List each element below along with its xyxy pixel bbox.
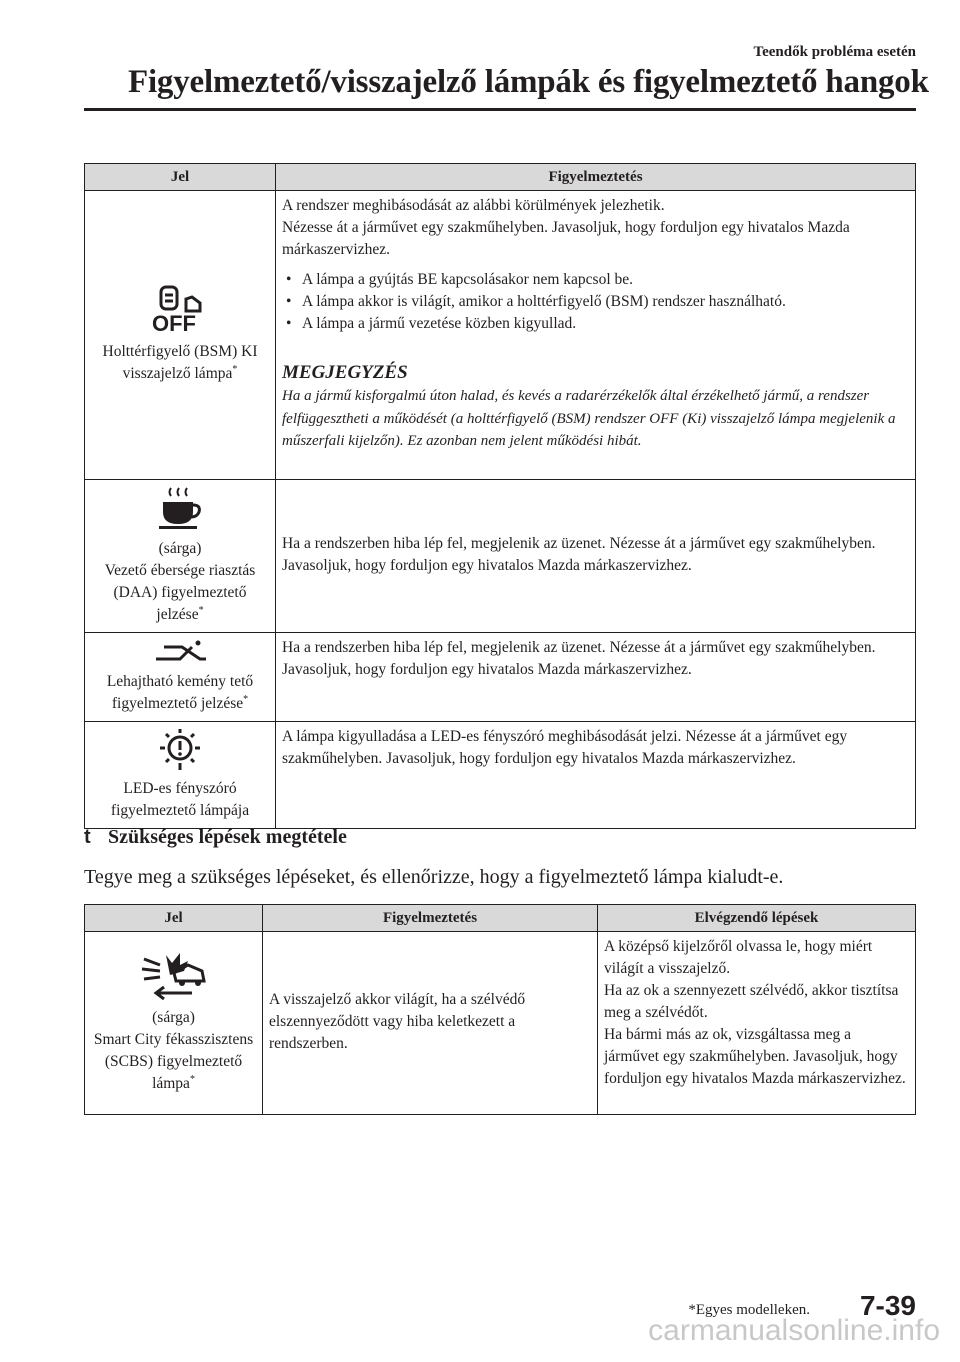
symbol-cell	[85, 480, 276, 633]
section-paragraph: Tegye meg a szükséges lépéseket, és ellenőrizze, hogy a figyelmeztető lámpa kialudt-e.	[84, 866, 784, 888]
steps-text: A középső kijelzőről olvassa le, hogy miért világít a visszajelző. Ha az ok a szennyezett szélvédő, akkor tisztítsa meg a szélvédőt. Ha bármi más az ok, vizsgáltassa meg a járművet egy szakműhelyben. Javasoljuk, hogy forduljon egy hivatalos Mazda márkaszervizhez.	[604, 938, 906, 1087]
col-header-symbol: Jel	[85, 905, 263, 932]
page-title: Figyelmeztető/visszajelző lámpák és figyelmeztető hangok	[128, 64, 929, 100]
list-item: • A lámpa a gyújtás BE kapcsolásakor nem kapcsol be.	[282, 269, 909, 291]
description-text: A rendszer meghibásodását az alábbi körülmények jelezhetik. Nézesse át a járművet egy szakműhelyben. Javasoljuk, hogy forduljon egy hivatalos Mazda márkaszervizhez.	[282, 197, 850, 258]
table-row	[85, 480, 916, 633]
header-rule	[84, 108, 916, 111]
description-text: A lámpa kigyulladása a LED-es fényszóró meghibásodását jelzi. Nézesse át a járművet egy szakműhelyben. Javasoljuk, hogy forduljon egy hivatalos Mazda márkaszervizhez.	[282, 728, 848, 767]
list-item: • A lámpa akkor is világít, amikor a holttérfigyelő (BSM) rendszer használható.	[282, 291, 909, 313]
description-cell	[276, 480, 916, 633]
svg-text:OFF: OFF	[152, 311, 196, 335]
description-text: A visszajelző akkor világít, ha a szélvédő elszennyeződött vagy hiba keletkezett a rendszerben.	[269, 991, 526, 1052]
note-text: Ha a jármű kisforgalmú úton halad, és kevés a radarérzékelők által érzékelhető jármű, a rendszer felfüggesztheti a működését (a holttérfigyelő (BSM) rendszer OFF (Ki) visszajelző lámpa megjelenik a műszerfali kijelzőn). Ez azonban nem jelent működési hibát.	[282, 388, 896, 449]
section-heading-text: Szükséges lépések megtétele	[108, 826, 347, 848]
symbol-cell	[85, 932, 263, 1115]
steps-table	[84, 904, 916, 1115]
led-headlight-warning-icon	[152, 728, 208, 772]
footnote-star: *	[189, 1073, 195, 1085]
description-text: Ha a rendszerben hiba lép fel, megjelenik az üzenet. Nézesse át a járművet egy szakműhelyben. Javasoljuk, hogy forduljon egy hivatalos Mazda márkaszervizhez.	[282, 535, 876, 574]
description-text: Ha a rendszerben hiba lép fel, megjelenik az üzenet. Nézesse át a járművet egy szakműhelyben. Javasoljuk, hogy forduljon egy hivatalos Mazda márkaszervizhez.	[282, 639, 876, 678]
col-header-warning: Figyelmeztetés	[263, 905, 598, 932]
list-item: • A lámpa a jármű vezetése közben kigyullad.	[282, 313, 909, 335]
footnote-star: *	[232, 363, 238, 375]
bsm-off-icon	[148, 285, 212, 335]
warning-table	[84, 163, 916, 829]
steps-cell	[598, 932, 916, 1115]
section-header: Teendők probléma esetén	[753, 44, 916, 60]
watermark: carmanualsonline.info	[648, 1314, 940, 1347]
coffee-cup-icon	[155, 486, 205, 532]
section-marker: t	[84, 826, 91, 848]
table-row	[85, 932, 916, 1115]
description-cell	[263, 932, 598, 1115]
col-header-warning: Figyelmeztetés	[276, 164, 916, 191]
bullet-list	[282, 269, 909, 335]
footnote-star: *	[198, 604, 204, 616]
scbs-warning-icon	[138, 951, 210, 1001]
table-header-row	[85, 164, 916, 191]
col-header-symbol: Jel	[85, 164, 276, 191]
symbol-label: LED-es fényszóró figyelmeztető lámpája	[110, 780, 250, 819]
description-cell	[276, 722, 916, 829]
table-row	[85, 191, 916, 480]
symbol-label: Lehajtható kemény tető figyelmeztető jelzése	[106, 673, 254, 712]
table-row	[85, 722, 916, 829]
col-header-steps: Elvégzendő lépések	[598, 905, 916, 932]
note-title: MEGJEGYZÉS	[282, 362, 408, 383]
symbol-cell	[85, 633, 276, 722]
table-header-row	[85, 905, 916, 932]
section-heading	[84, 826, 347, 849]
description-cell	[276, 191, 916, 480]
footnote: *Egyes modelleken.	[688, 1302, 810, 1318]
symbol-cell	[85, 191, 276, 480]
table-row	[85, 633, 916, 722]
description-cell	[276, 633, 916, 722]
folding-roof-icon	[152, 639, 208, 665]
symbol-label: Holttérfigyelő (BSM) KI visszajelző lámpa	[102, 343, 258, 382]
page-number: 7-39	[859, 1290, 916, 1321]
color-label: (sárga)	[152, 1009, 195, 1026]
symbol-label: Vezető ébersége riasztás (DAA) figyelmeztető jelzése	[104, 562, 256, 623]
color-label: (sárga)	[158, 540, 202, 557]
symbol-label: Smart City fékasszisztens (SCBS) figyelmeztető lámpa	[93, 1031, 254, 1092]
footnote-star: *	[243, 693, 249, 705]
symbol-cell	[85, 722, 276, 829]
